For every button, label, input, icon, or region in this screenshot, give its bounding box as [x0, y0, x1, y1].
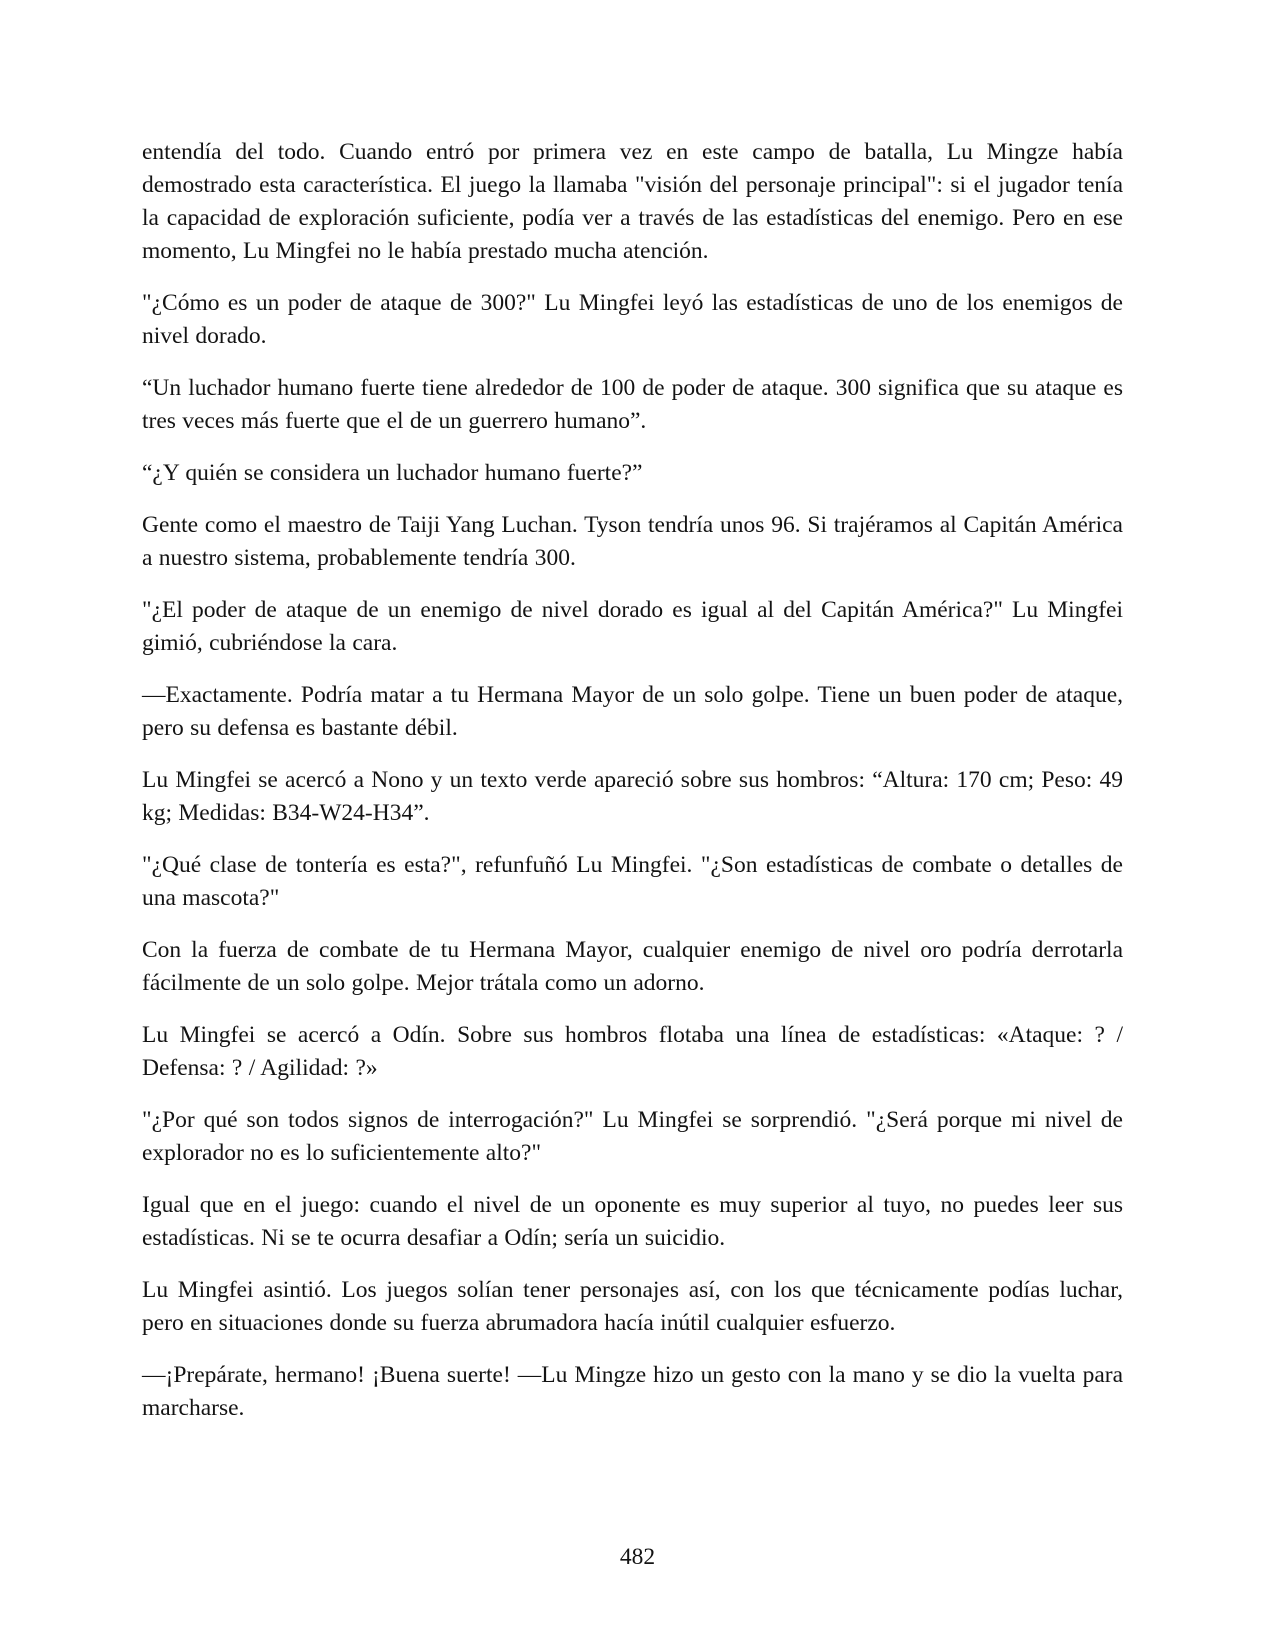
- paragraph: —Exactamente. Podría matar a tu Hermana Mayor de un solo golpe. Tiene un buen poder de ataque, pero su defensa es bastante débil.: [142, 682, 1123, 741]
- page-number: 482: [619, 1544, 656, 1570]
- paragraph: —¡Prepárate, hermano! ¡Buena suerte! —Lu Mingze hizo un gesto con la mano y se dio la vuelta para marcharse.: [142, 1362, 1123, 1421]
- paragraph: Lu Mingfei se acercó a Odín. Sobre sus hombros flotaba una línea de estadísticas: «Ataque: ? / Defensa: ? / Agilidad: ?»: [142, 1022, 1123, 1081]
- text-block: [142, 136, 1123, 1444]
- paragraph: Lu Mingfei se acercó a Nono y un texto verde apareció sobre sus hombros: “Altura: 170 cm; Peso: 49 kg; Medidas: B34-W24-H34”.: [142, 767, 1123, 826]
- paragraph: “Un luchador humano fuerte tiene alrededor de 100 de poder de ataque. 300 significa que su ataque es tres veces más fuerte que el de un guerrero humano”.: [142, 375, 1123, 434]
- paragraph: Con la fuerza de combate de tu Hermana Mayor, cualquier enemigo de nivel oro podría derrotarla fácilmente de un solo golpe. Mejor trátala como un adorno.: [142, 937, 1123, 996]
- paragraph: Lu Mingfei asintió. Los juegos solían tener personajes así, con los que técnicamente podías luchar, pero en situaciones donde su fuerza abrumadora hacía inútil cualquier esfuerzo.: [142, 1277, 1123, 1336]
- paragraph: Igual que en el juego: cuando el nivel de un oponente es muy superior al tuyo, no puedes leer sus estadísticas. Ni se te ocurra desafiar a Odín; sería un suicidio.: [142, 1192, 1123, 1251]
- paragraph: entendía del todo. Cuando entró por primera vez en este campo de batalla, Lu Mingze había demostrado esta característica. El juego la llamaba "visión del personaje principal": si el jugador tenía la capacidad de exploración suficiente, podía ver a través de las estadísticas del enemigo. Pero en ese momento, Lu Mingfei no le había prestado mucha atención.: [142, 139, 1123, 264]
- paragraph: "¿Por qué son todos signos de interrogación?" Lu Mingfei se sorprendió. "¿Será porque mi nivel de explorador no es lo suficientemente alto?": [142, 1107, 1123, 1166]
- paragraph: Gente como el maestro de Taiji Yang Luchan. Tyson tendría unos 96. Si trajéramos al Capitán América a nuestro sistema, probablemente tendría 300.: [142, 512, 1123, 571]
- paragraph: “¿Y quién se considera un luchador humano fuerte?”: [142, 460, 643, 486]
- paragraph: "¿Qué clase de tontería es esta?", refunfuñó Lu Mingfei. "¿Son estadísticas de combate o detalles de una mascota?": [142, 852, 1123, 911]
- paragraph: "¿Cómo es un poder de ataque de 300?" Lu Mingfei leyó las estadísticas de uno de los enemigos de nivel dorado.: [142, 290, 1123, 349]
- paragraph: "¿El poder de ataque de un enemigo de nivel dorado es igual al del Capitán América?" Lu Mingfei gimió, cubriéndose la cara.: [142, 597, 1123, 656]
